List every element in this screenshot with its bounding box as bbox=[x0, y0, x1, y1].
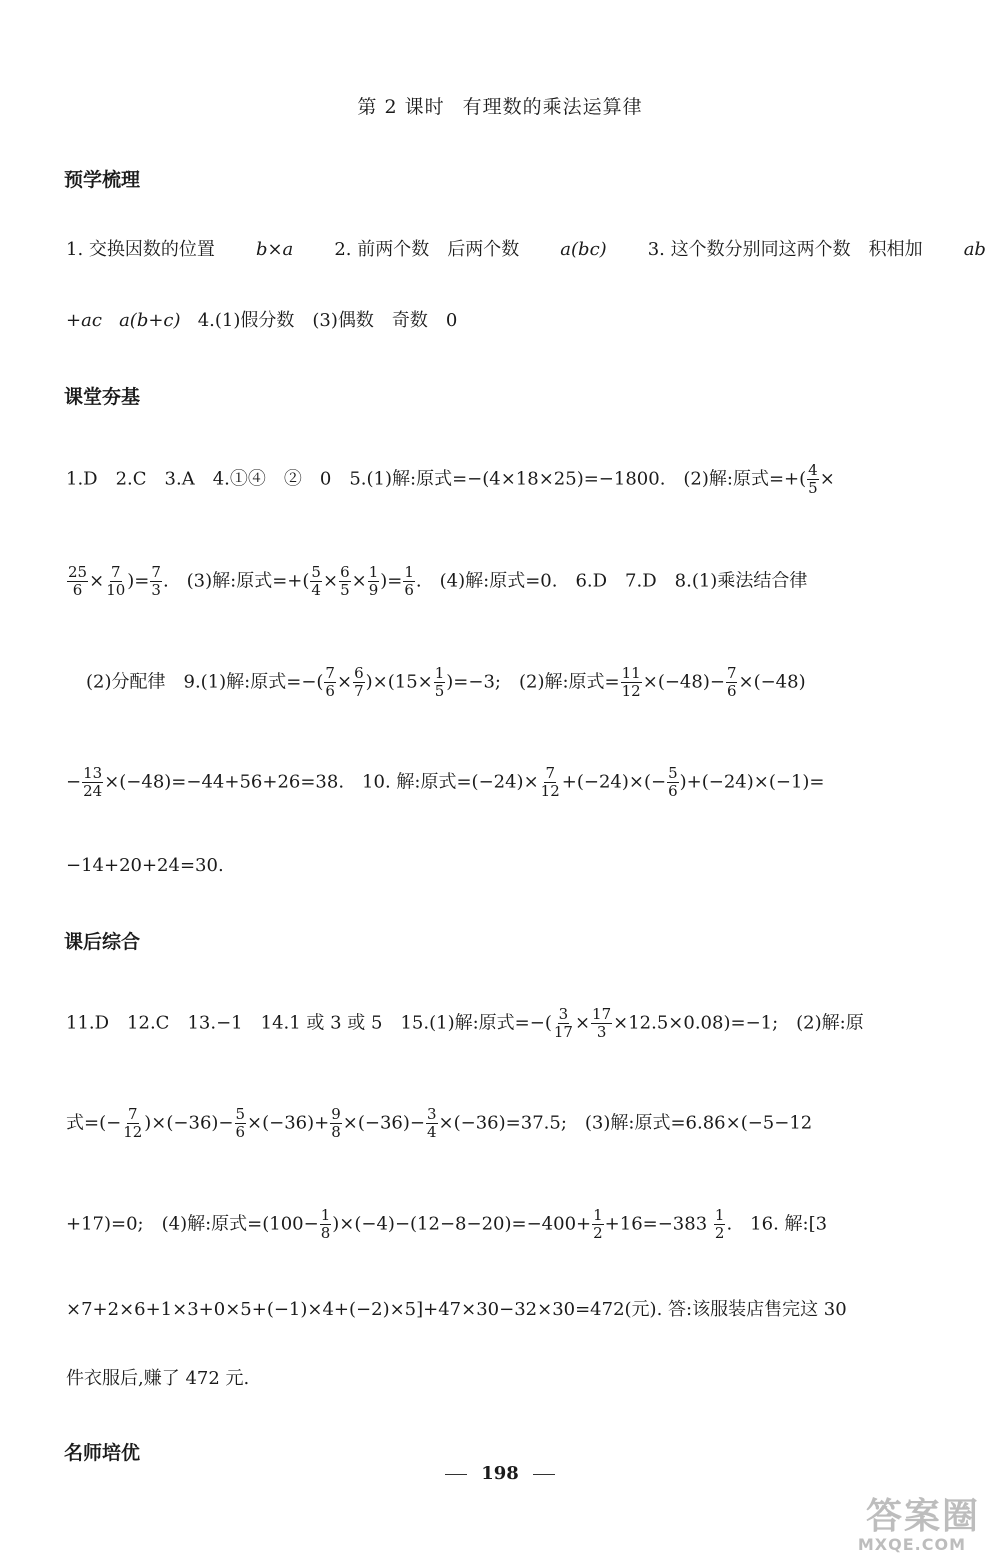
fraction: $\frac{3}{4}$ bbox=[427, 1104, 437, 1141]
fraction: $\frac{1}{2}$ bbox=[714, 1205, 725, 1242]
fraction: $\frac{7}{12}$ bbox=[540, 763, 560, 800]
fraction: $\frac{7}{10}$ bbox=[106, 562, 126, 599]
answer-line: +ac a(b+c) 4.(1)假分数 (3)偶数 奇数 0 bbox=[66, 310, 458, 331]
fraction: $\frac{5}{6}$ bbox=[235, 1104, 246, 1141]
answer-line: ×7+2×6+1×3+0×5+(−1)×4+(−2)×5]+47×30−32×30=472(元). 答:该服装店售完这 30 bbox=[66, 1299, 847, 1320]
answer-line: +17)=0; (4)解:原式=(100− $\frac{1}{8}$ )×(−4)−(12−8−20)=−400+ $\frac{1}{2}$ +16=−383 $\frac{1}{2}$ . 16. 解:[3 bbox=[66, 1205, 828, 1242]
answer-line: 11.D 12.C 13.−1 14.1 或 3 或 5 15.(1)解:原式=−( $\frac{3}{17}$ × $\frac{17}{3}$ ×12.5×0.08)=−1; (2)解:原 bbox=[66, 1004, 864, 1041]
answer-line: −14+20+24=30. bbox=[66, 855, 224, 876]
fraction: $\frac{1}{9}$ bbox=[368, 562, 379, 599]
answer-line: 1.D 2.C 3.A 4.①④ ② 0 5.(1)解:原式=−(4×18×25)=−1800. (2)解:原式=+( $\frac{4}{5}$ × bbox=[66, 460, 835, 497]
fraction: $\frac{5}{4}$ bbox=[311, 562, 321, 599]
fraction: $\frac{7}{6}$ bbox=[726, 663, 737, 700]
fraction: $\frac{7}{3}$ bbox=[151, 562, 161, 599]
fraction: $\frac{9}{8}$ bbox=[331, 1104, 341, 1141]
answer-line: $\frac{25}{6}$ × $\frac{7}{10}$ )= $\frac{7}{3}$ . (3)解:原式=+( $\frac{5}{4}$ × $\frac{6}{5}$ × $\frac{1}{9}$ )= $\frac{1}{6}$ . (4)解:原式=0. 6.D 7.D 8.(1)乘法结合律 bbox=[68, 562, 808, 599]
section-heading-advanced: 名师培优 bbox=[64, 1442, 141, 1464]
fraction: $\frac{4}{5}$ bbox=[808, 460, 818, 497]
fraction: $\frac{1}{8}$ bbox=[320, 1205, 331, 1242]
page-footer bbox=[0, 1463, 1000, 1484]
fraction: $\frac{7}{12}$ bbox=[123, 1104, 143, 1141]
fraction: $\frac{6}{5}$ bbox=[340, 562, 350, 599]
answer-line: 件衣服后,赚了 472 元. bbox=[66, 1368, 250, 1389]
page-title bbox=[0, 92, 1000, 119]
lesson-topic: 有理数的乘法运算律 bbox=[462, 96, 643, 118]
fraction: $\frac{25}{6}$ bbox=[68, 562, 88, 599]
fraction: $\frac{7}{6}$ bbox=[325, 663, 335, 700]
answer-line: (2)分配律 9.(1)解:原式=−( $\frac{7}{6}$ × $\frac{6}{7}$ )×(15× $\frac{1}{5}$ )=−3; (2)解:原式= $\frac{11}{12}$ ×(−48)− $\frac{7}{6}$ ×(−48) bbox=[86, 663, 806, 700]
fraction: $\frac{6}{7}$ bbox=[354, 663, 364, 700]
fraction: $\frac{1}{2}$ bbox=[593, 1205, 603, 1242]
fraction: $\frac{1}{6}$ bbox=[404, 562, 414, 599]
answer-line: − $\frac{13}{24}$ ×(−48)=−44+56+26=38. 10. 解:原式=(−24)× $\frac{7}{12}$ +(−24)×(− $\frac{5}{6}$ )+(−24)×(−1)= bbox=[66, 763, 825, 800]
fraction: $\frac{5}{6}$ bbox=[668, 763, 678, 800]
fraction: $\frac{13}{24}$ bbox=[83, 763, 103, 800]
section-heading-classwork: 课堂夯基 bbox=[64, 386, 141, 408]
fraction: $\frac{1}{5}$ bbox=[434, 663, 445, 700]
section-heading-preview: 预学梳理 bbox=[64, 169, 141, 191]
watermark-logo: 答案圈 MXQE.COM bbox=[857, 1496, 980, 1554]
fraction: $\frac{3}{17}$ bbox=[553, 1004, 573, 1041]
lesson-number: 第 2 课时 bbox=[357, 96, 445, 118]
page-number: 198 bbox=[481, 1463, 519, 1484]
fraction: $\frac{17}{3}$ bbox=[592, 1004, 612, 1041]
fraction: $\frac{11}{12}$ bbox=[621, 663, 641, 700]
section-heading-homework: 课后综合 bbox=[64, 931, 141, 953]
answer-line: 1. 交换因数的位置 b×a 2. 前两个数 后两个数 a(bc) 3. 这个数分别同这两个数 积相加 ab bbox=[66, 239, 986, 260]
answer-line: 式=(− $\frac{7}{12}$ )×(−36)− $\frac{5}{6}$ ×(−36)+ $\frac{9}{8}$ ×(−36)− $\frac{3}{4}$ ×(−36)=37.5; (3)解:原式=6.86×(−5−12 bbox=[66, 1104, 813, 1141]
